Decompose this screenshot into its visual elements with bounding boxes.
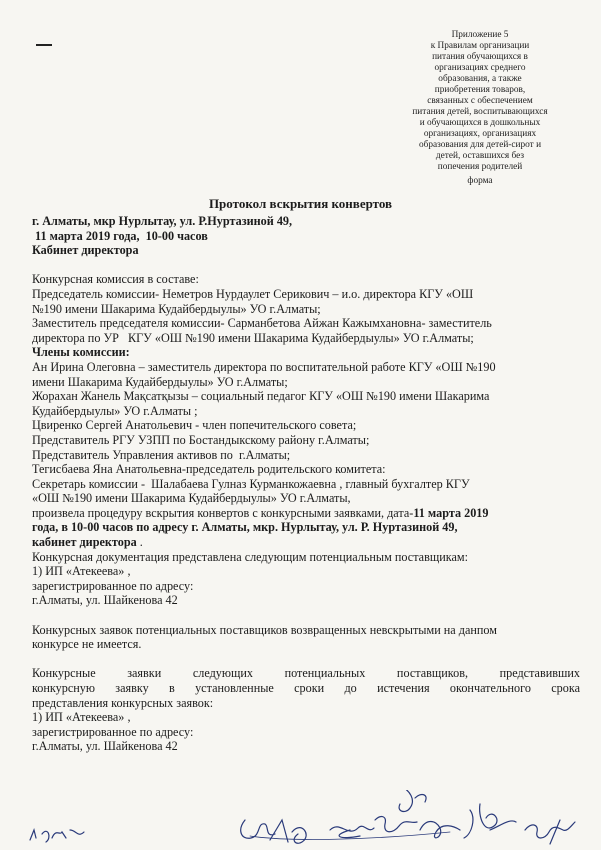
member-1-cont: имени Шакарима Кудайбердыулы» УО г.Алматы; [32,374,288,389]
appendix-block [380,30,580,187]
appendix-line: попечения родителей [437,162,523,172]
commission-chair: Председатель комиссии- Неметров Нурдаулет Серикович – и.о. директора КГУ «ОШ [32,286,474,301]
procedure-room-line [32,535,580,550]
commission-chair-cont: №190 имени Шакарима Кудайбердыулы» УО г.Алматы; [32,301,321,316]
procedure-time-address: года, в 10-00 часов по адресу г. Алматы, мкр. Нурлытау, ул. Р. Нуртазиной 49, [32,520,458,535]
documentation-supplier: 1) ИП «Атекеева» , [32,564,131,579]
appendix-form-label: форма [467,176,493,186]
header-room: Кабинет директора [32,243,139,258]
appendix-line: организациях, организациях [423,129,537,139]
header-address: г. Алматы, мкр Нурлытау, ул. Р.Нуртазиной 49, [32,214,293,228]
signatures [20,790,590,850]
documentation-registered: зарегистрированное по адресу: [32,578,194,593]
returned-line: Конкурсных заявок потенциальных поставщиков возвращенных невскрытыми на данпом [32,622,497,637]
corner-mark [36,44,52,46]
member-5: Представитель Управления активов по г.Алматы; [32,447,291,462]
document-title: Протокол вскрытия конвертов [208,196,393,211]
returned-line-cont: конкурсе не имеется. [32,637,142,652]
member-3: Цвиренко Сергей Анатольевич - член попечительского совета; [32,418,357,433]
appendix-line: Приложение 5 [451,30,509,40]
procedure-end: . [136,535,143,550]
member-2-cont: Кудайбердыулы» УО г.Алматы ; [32,403,198,418]
appendix-line: к Правилам организации [430,41,530,51]
submitted-line-end: представления конкурсных заявок: [32,695,214,710]
member-4: Представитель РГУ УЗПП по Бостандыкскому району г.Алматы; [32,432,370,447]
procedure-room: кабинет директора [32,535,137,550]
commission-intro: Конкурсная комиссия в составе: [32,272,199,287]
secretary: Секретарь комиссии - Шалабаева Гулназ Курманкожаевна , главный бухгалтер КГУ [32,476,470,491]
member-2: Жорахан Жанель Мақсатқызы – социальный педагог КГУ «ОШ №190 имени Шакарима [32,389,490,404]
appendix-line: связанных с обеспечением [427,96,533,106]
procedure-date: 11 марта 2019 [413,505,489,520]
submitted-line-cont: конкурсную заявку в установленные сроки до истечения окончательного срока [32,681,580,695]
commission-deputy: Заместитель председателя комиссии- Сарманбетова Айжан Кажымхановна- заместитель [32,316,492,331]
documentation-intro: Конкурсная документация представлена следующим потенциальным поставщикам: [32,549,468,564]
appendix-line: образования, а также [438,74,522,84]
documentation-address: г.Алматы, ул. Шайкенова 42 [32,593,178,608]
commission-deputy-cont: директора по УР КГУ «ОШ №190 имени Шакарима Кудайбердыулы» УО г.Алматы; [32,330,474,345]
member-1: Ан Ирина Олеговна – заместитель директора по воспитательной работе КГУ «ОШ №190 [32,359,496,374]
members-heading: Члены комиссии: [32,345,130,360]
submitted-registered: зарегистрированное по адресу: [32,724,194,739]
appendix-line: и обучающихся в дошкольных [419,118,541,128]
handwritten-signatures [20,790,590,850]
appendix-line: организациях среднего [434,63,526,73]
member-6: Тегисбаева Яна Анатольевна-председатель родительского комитета: [32,462,386,477]
header-datetime: 11 марта 2019 года, 10-00 часов [32,228,208,243]
submitted-line: Конкурсные заявки следующих потенциальных поставщиков, представивших [32,666,580,681]
appendix-line: приобретения товаров, [434,85,526,95]
appendix-line: детей, оставшихся без [435,151,525,161]
submitted-supplier: 1) ИП «Атекеева» , [32,710,131,725]
procedure-text: произвела процедуру вскрытия конвертов с конкурсными заявками, дата- [32,505,414,520]
appendix-line: питания детей, воспитывающихся [412,107,548,117]
secretary-cont: «ОШ №190 имени Шакарима Кудайбердыулы» УО г.Алматы, [32,491,351,506]
submitted-address: г.Алматы, ул. Шайкенова 42 [32,739,178,754]
appendix-line: образования для детей-сирот и [418,140,542,150]
document-body [32,214,580,754]
procedure-line [32,506,580,521]
appendix-line: питания обучающихся в [432,52,528,62]
